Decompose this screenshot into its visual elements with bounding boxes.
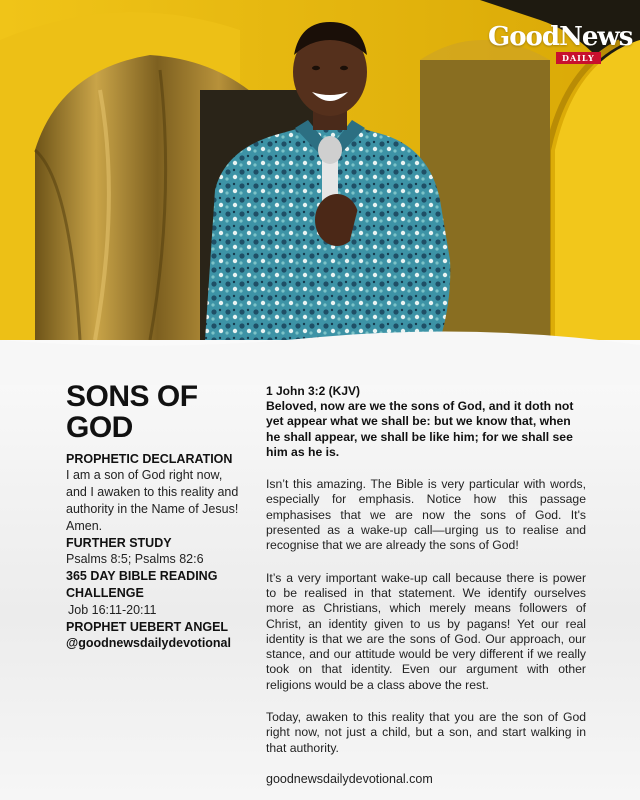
- website-link[interactable]: goodnewsdailydevotional.com: [266, 771, 433, 786]
- challenge-text: Job 16:11-20:11: [68, 603, 157, 617]
- body-paragraph-1: Isn’t this amazing. The Bible is very particular with words, especially for emphasis. Notice how this passage emphasises that we are now the sons of God. It's presented as a wake-up call—urging us to realise and recognise that we are already the sons of God!: [266, 477, 586, 553]
- logo-text-good: Good: [488, 22, 560, 52]
- author-name: PROPHET UEBERT ANGEL: [66, 620, 229, 634]
- page-title: [66, 381, 246, 443]
- right-column: [266, 384, 586, 786]
- logo-text-news: News: [559, 22, 633, 52]
- goodnews-logo: [488, 22, 633, 66]
- scripture-verse: Beloved, now are we the sons of God, and it doth not yet appear what we shall be: but we know that, when he shall appear, we shall be like him; for we shall see him as he is.: [266, 399, 574, 459]
- challenge-heading: 365 DAY BIBLE READING CHALLENGE: [66, 569, 218, 600]
- title-line-2: GOD: [66, 411, 133, 444]
- title-line-1: SONS OF: [66, 380, 198, 413]
- declaration-heading: PROPHETIC DECLARATION: [66, 452, 233, 466]
- body-paragraph-3: Today, awaken to this reality that you are the son of God right now, not just a child, but a son, and start walking in that authority.: [266, 710, 586, 755]
- study-text: Psalms 8:5; Psalms 82:6: [66, 552, 204, 566]
- scripture-reference: 1 John 3:2 (KJV): [266, 384, 361, 398]
- left-column: [66, 381, 246, 651]
- body-paragraph-2: It’s a very important wake-up call because there is power to be realised in that statement. We identify ourselves more as Christians, which merely means followers of Christ, an identity given to us by pagans! Yet our real identity is that we are the sons of God. Our approach, our stance, and our attitude would be very different if we really took on that identity. Even our argument with other religions would be a class above the rest.: [266, 570, 586, 692]
- hero-photo: [0, 0, 640, 340]
- social-handle: @goodnewsdailydevotional: [66, 636, 231, 650]
- logo-daily-tag: DAILY: [556, 52, 601, 64]
- declaration-text: I am a son of God right now, and I awaken to this reality and authority in the Name of Jesus! Amen.: [66, 468, 239, 533]
- wave-divider: [0, 325, 640, 385]
- study-heading: FURTHER STUDY: [66, 536, 172, 550]
